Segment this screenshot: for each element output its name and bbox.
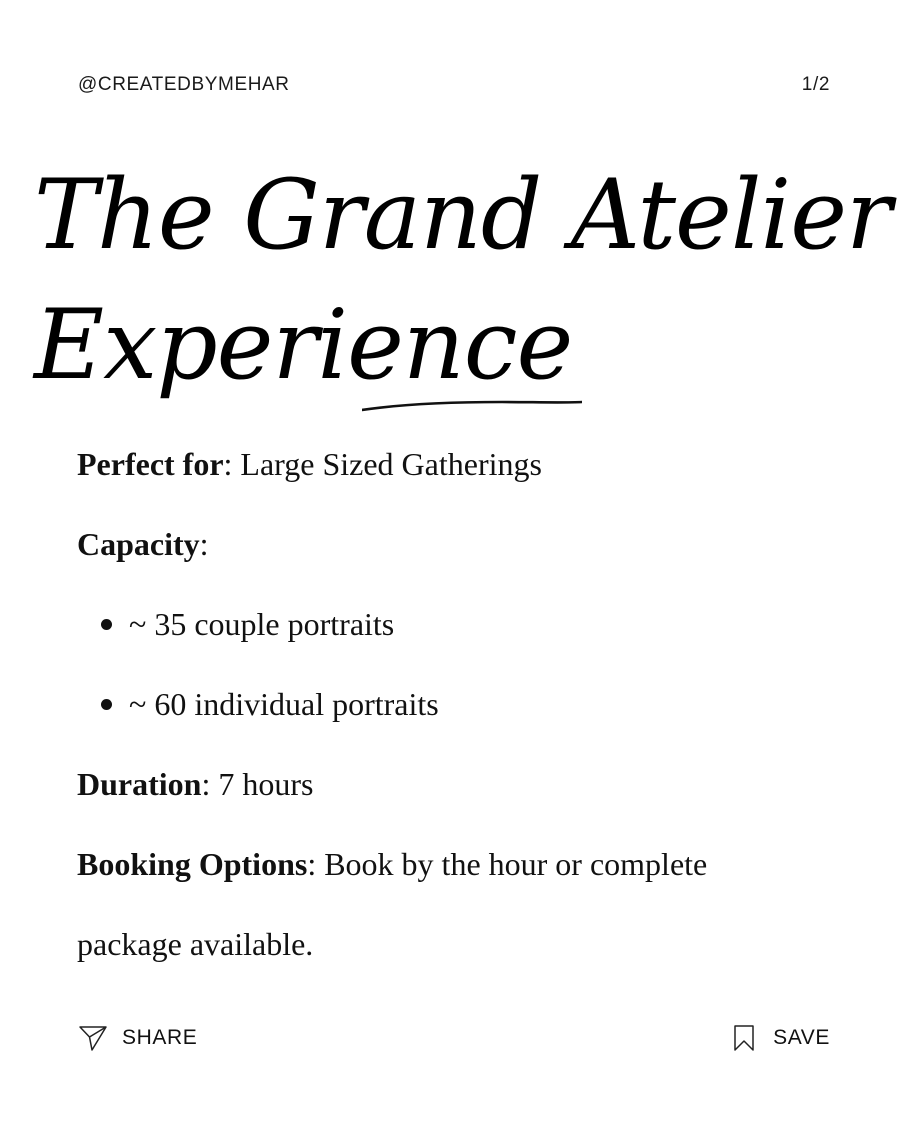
duration-value: : 7 hours bbox=[201, 766, 314, 802]
capacity-row bbox=[77, 504, 837, 584]
save-label: SAVE bbox=[773, 1026, 830, 1049]
title-line-2: Experience bbox=[34, 289, 573, 401]
booking-options-row bbox=[77, 824, 837, 904]
details-section bbox=[77, 424, 837, 984]
capacity-label: Capacity bbox=[77, 526, 200, 562]
booking-options-continued bbox=[77, 904, 837, 984]
author-handle: @CREATEDBYMEHAR bbox=[78, 74, 290, 95]
bullet-dot bbox=[101, 619, 112, 630]
capacity-item-individuals: ~ 60 individual portraits bbox=[129, 686, 439, 722]
share-label: SHARE bbox=[122, 1026, 198, 1049]
list-item bbox=[77, 584, 837, 664]
perfect-for-label: Perfect for bbox=[77, 446, 224, 482]
capacity-item-couples: ~ 35 couple portraits bbox=[129, 606, 395, 642]
capacity-suffix: : bbox=[199, 526, 209, 562]
page-indicator: 1/2 bbox=[801, 74, 830, 95]
booking-options-value: : Book by the hour or complete bbox=[307, 846, 708, 882]
paper-plane-icon bbox=[78, 1023, 108, 1053]
booking-options-value-line2: package available. bbox=[77, 926, 314, 962]
title-line-1: The Grand Atelier bbox=[34, 159, 891, 271]
page-title bbox=[34, 150, 891, 410]
bullet-dot bbox=[101, 699, 112, 710]
duration-row bbox=[77, 744, 837, 824]
bookmark-icon bbox=[733, 1024, 755, 1052]
top-bar bbox=[78, 74, 830, 96]
action-bar bbox=[78, 1020, 830, 1056]
booking-options-label: Booking Options bbox=[77, 846, 308, 882]
list-item bbox=[77, 664, 837, 744]
duration-label: Duration bbox=[77, 766, 202, 802]
save-button[interactable] bbox=[733, 1024, 830, 1052]
share-button[interactable] bbox=[78, 1023, 197, 1053]
perfect-for-row bbox=[77, 424, 837, 504]
perfect-for-value: : Large Sized Gatherings bbox=[223, 446, 542, 482]
title-underline-flourish bbox=[362, 398, 582, 416]
